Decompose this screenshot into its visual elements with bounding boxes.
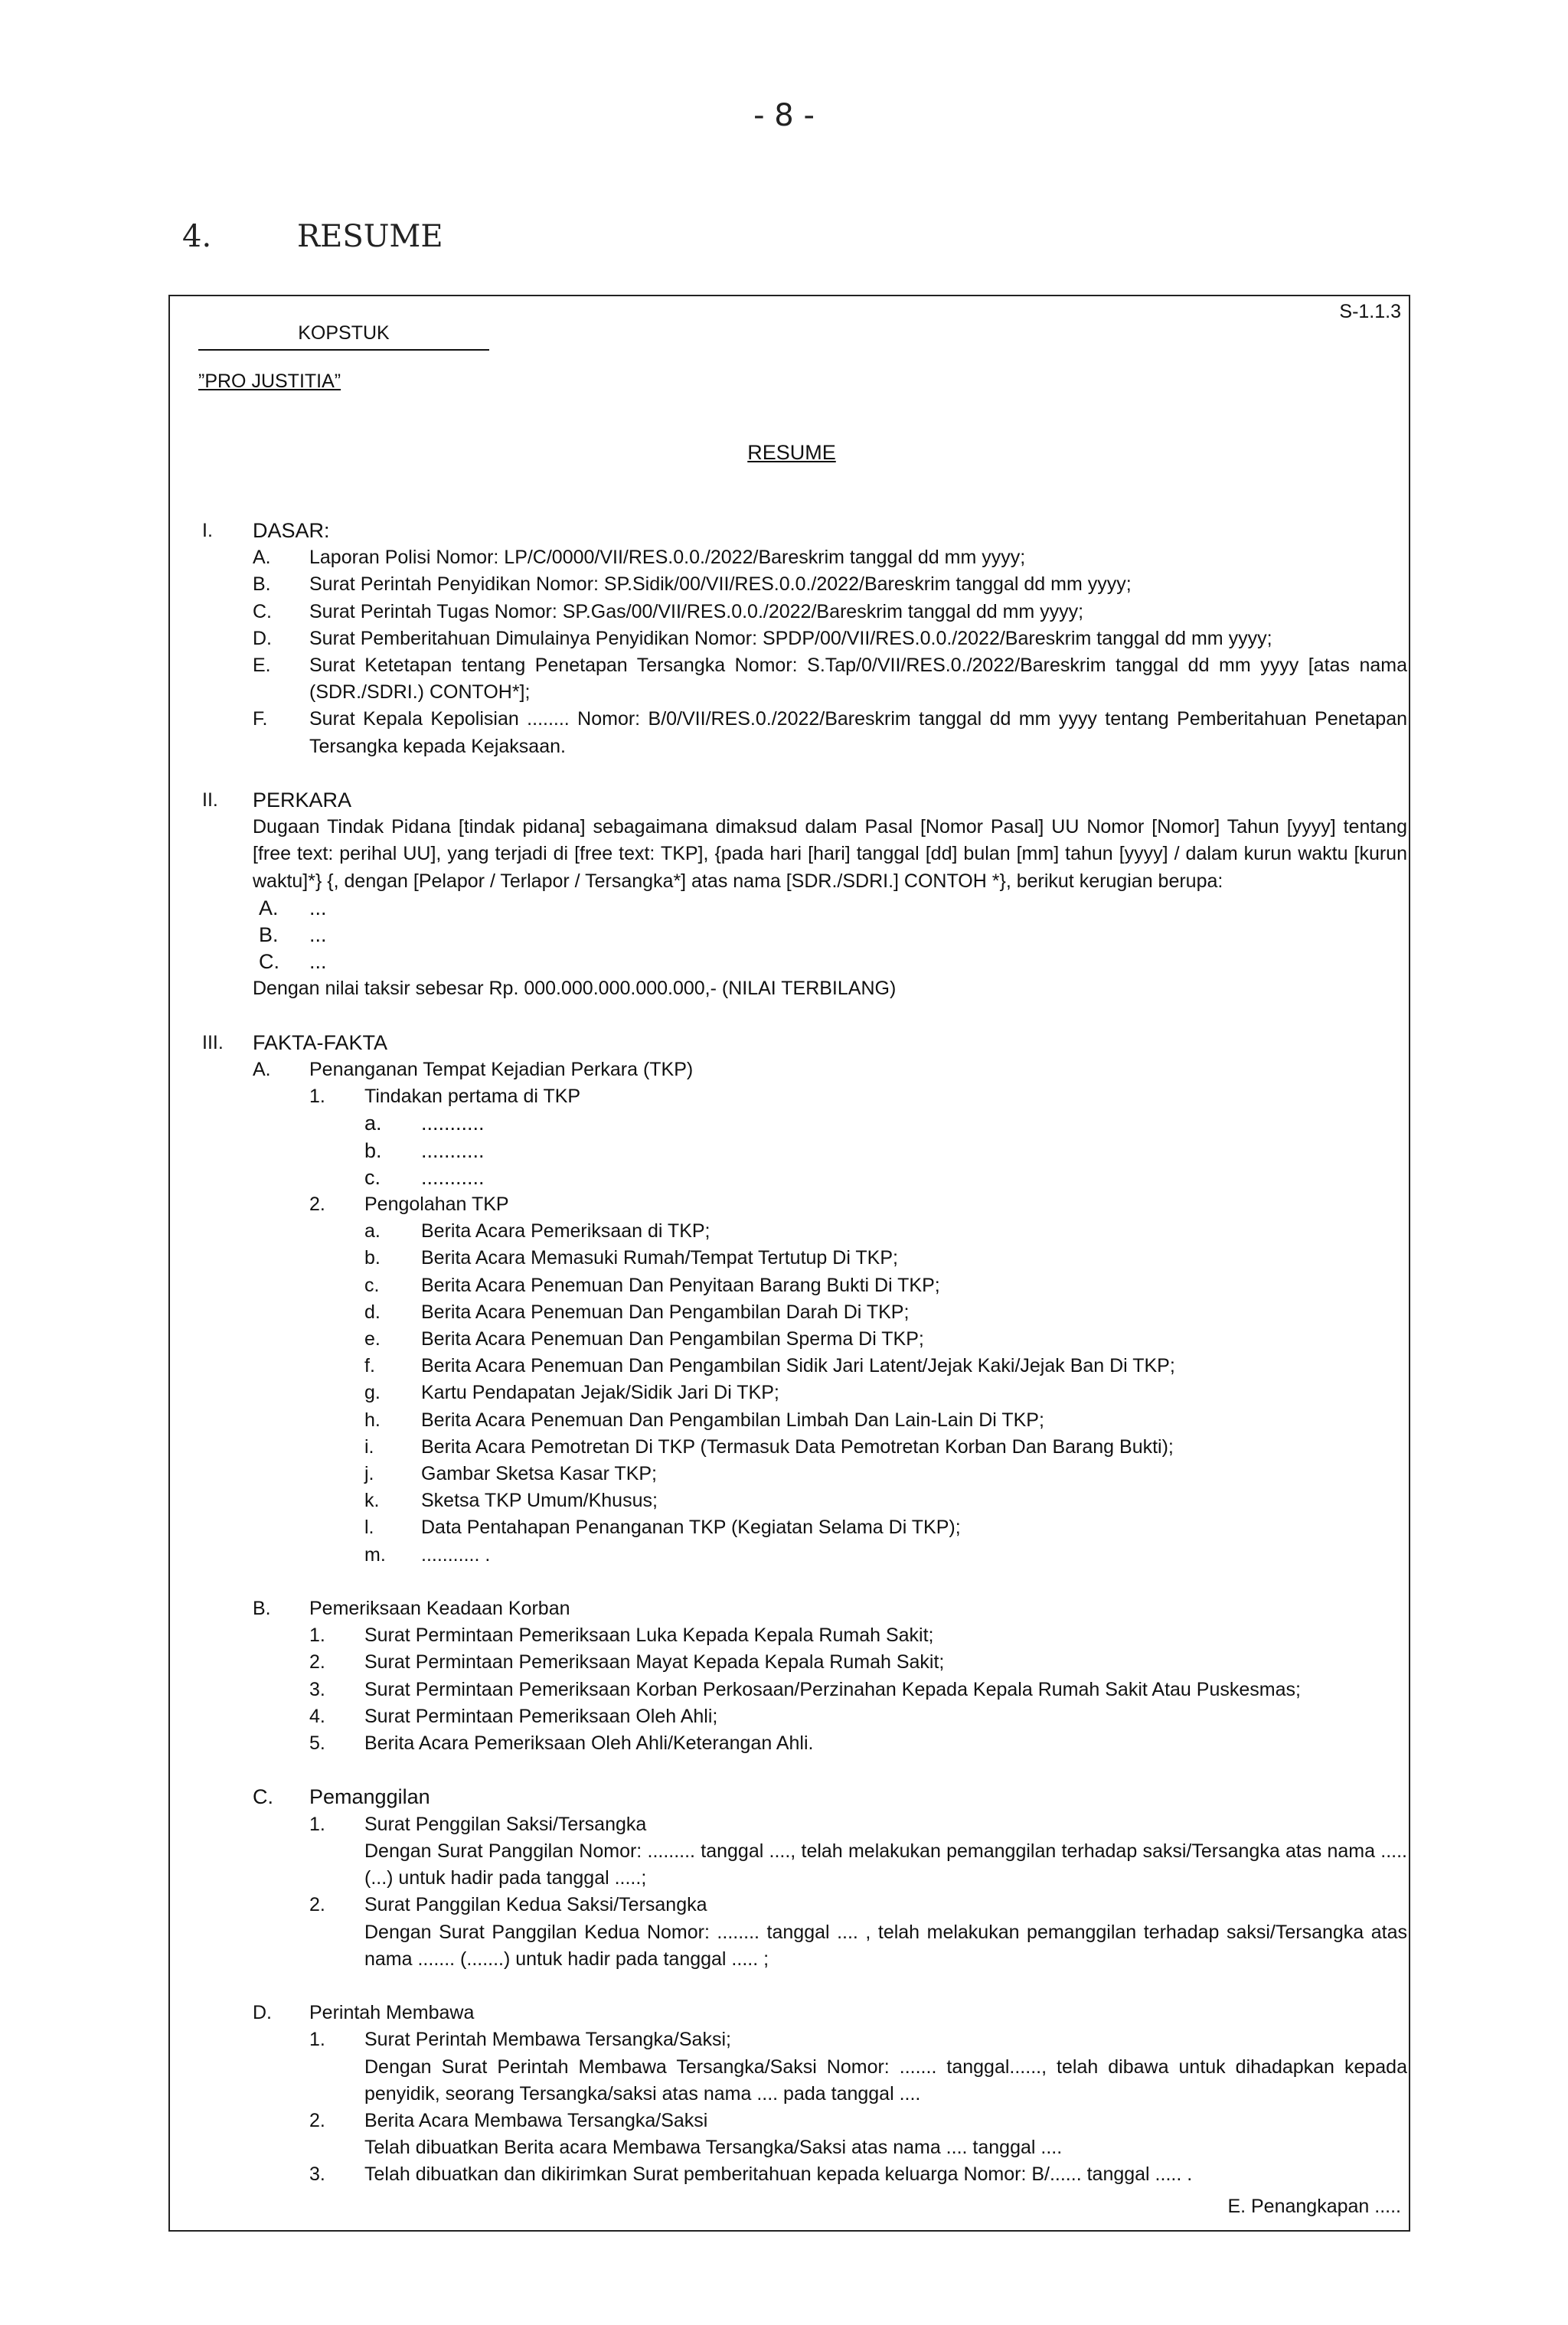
- kerugian-item: [202, 922, 1407, 949]
- item-title: Surat Panggilan Kedua Saksi/Tersangka: [364, 1894, 707, 1916]
- item-text: Berita Acara Memasuki Rumah/Tempat Tertutup Di TKP;: [421, 1247, 898, 1269]
- item-index: A.: [253, 547, 271, 569]
- dasar-item: [202, 599, 1407, 625]
- item-index: l.: [364, 1517, 374, 1539]
- item-index: c.: [364, 1165, 381, 1189]
- list-item: [202, 1622, 1407, 1649]
- list-item: [202, 1703, 1407, 1730]
- perkara-heading: [202, 787, 1407, 814]
- list-item: [202, 1272, 1407, 1299]
- list-item: [202, 1461, 1407, 1487]
- resume-body: [202, 518, 1407, 2189]
- item-text: ...: [309, 923, 327, 947]
- fakta-a-heading: [202, 1056, 1407, 1083]
- item-text: Telah dibuatkan dan dikirimkan Surat pemberitahuan kepada keluarga Nomor: B/...... tanggal ..... .: [364, 2163, 1193, 2186]
- list-item: [202, 1407, 1407, 1434]
- item-index: F.: [253, 708, 268, 730]
- item-text: Kartu Pendapatan Jejak/Sidik Jari Di TKP;: [421, 1382, 779, 1404]
- list-item: [202, 1677, 1407, 1703]
- item-text: Berita Acara Pemotretan Di TKP (Termasuk Data Pemotretan Korban Dan Barang Bukti);: [421, 1435, 1174, 1458]
- item-text: Dengan Surat Perintah Membawa Tersangka/Saksi Nomor: ....... tanggal......, telah dibawa untuk dihadapkan kepada penyidik, seorang Tersangka/saksi atas nama .... pada tanggal ....: [364, 2056, 1407, 2105]
- list-item: [202, 2108, 1407, 2134]
- fakta-a2-heading: [202, 1191, 1407, 1218]
- item-index: 1.: [309, 1086, 325, 1108]
- dasar-label: DASAR:: [253, 519, 330, 542]
- item-text: Surat Ketetapan tentang Penetapan Tersangka Nomor: S.Tap/0/VII/RES.0./2022/Bareskrim tanggal dd mm yyyy [atas nama (SDR./SDRI.) CONTOH*];: [309, 655, 1407, 704]
- item-text: Sketsa TKP Umum/Khusus;: [421, 1490, 658, 1512]
- item-text: ........... .: [421, 1543, 491, 1566]
- item-index: 2.: [309, 1894, 325, 1916]
- list-item: [202, 1649, 1407, 1676]
- item-index: m.: [364, 1543, 386, 1566]
- continuation-note: E. Penangkapan .....: [1227, 2196, 1401, 2217]
- section-number: 4.: [182, 219, 212, 254]
- item-index: 1.: [309, 2029, 325, 2051]
- pro-justitia-label: ”PRO JUSTITIA”: [198, 371, 341, 392]
- perkara-text: Dugaan Tindak Pidana [tindak pidana] sebagaimana dimaksud dalam Pasal [Nomor Pasal] UU Nomor [Nomor] Tahun [yyyy] tentang [free text: perihal UU], yang terjadi di [free text: TKP], {pada hari [hari] tanggal [dd] bulan [mm] tahun [yyyy] / dalam kurun waktu [kurun waktu]*} {, dengan [Pelapor / Terlapor / Tersangka*] atas nama [SDR./SDRI.] CONTOH *}, berikut kerugian berupa:: [253, 816, 1407, 892]
- page-number: - 8 -: [753, 98, 815, 133]
- item-text: Perintah Membawa: [309, 2002, 475, 2024]
- item-text: Dengan Surat Panggilan Nomor: ......... tanggal ...., telah melakukan pemanggilan terhadap saksi/Tersangka atas nama ..... (...) untuk hadir pada tanggal .....;: [364, 1840, 1407, 1889]
- list-item: [202, 2161, 1407, 2188]
- fakta-label: FAKTA-FAKTA: [253, 1030, 388, 1054]
- item-index: B.: [253, 1598, 271, 1620]
- item-index: 2.: [309, 2109, 325, 2131]
- item-index: 5.: [309, 1732, 325, 1755]
- section-heading: [182, 219, 443, 254]
- perkara-paragraph: [202, 814, 1407, 895]
- list-item: [202, 1110, 1407, 1137]
- nilai-taksir: [202, 975, 1407, 1002]
- nilai-text: Dengan nilai taksir sebesar Rp. 000.000.000.000.000,- (NILAI TERBILANG): [253, 978, 897, 1000]
- item-text: ...: [309, 896, 327, 919]
- item-text: Berita Acara Penemuan Dan Pengambilan Sidik Jari Latent/Jejak Kaki/Jejak Ban Di TKP;: [421, 1355, 1175, 1377]
- item-text: ...........: [421, 1165, 485, 1189]
- item-title: Surat Perintah Membawa Tersangka/Saksi;: [364, 2029, 731, 2051]
- item-index: g.: [364, 1382, 381, 1404]
- dasar-heading: [202, 518, 1407, 544]
- item-index: A.: [259, 896, 279, 919]
- section-title: RESUME: [297, 219, 443, 254]
- item-text: ...........: [421, 1112, 485, 1135]
- kerugian-item: [202, 895, 1407, 922]
- item-index: e.: [364, 1328, 381, 1350]
- fakta-heading: [202, 1030, 1407, 1056]
- item-index: k.: [364, 1490, 380, 1512]
- item-text: Surat Pemberitahuan Dimulainya Penyidikan Nomor: SPDP/00/VII/RES.0.0./2022/Bareskrim tanggal dd mm yyyy;: [309, 627, 1272, 649]
- item-index: 1.: [309, 1813, 325, 1835]
- item-text: Surat Permintaan Pemeriksaan Oleh Ahli;: [364, 1705, 718, 1727]
- item-index: C.: [253, 600, 272, 622]
- item-index: A.: [253, 1059, 271, 1081]
- fakta-d-heading: [202, 2000, 1407, 2026]
- item-text: Berita Acara Pemeriksaan di TKP;: [421, 1220, 710, 1243]
- list-item: [202, 2026, 1407, 2053]
- item-index: 2.: [309, 1651, 325, 1674]
- item-text: ...: [309, 950, 327, 974]
- fakta-number: III.: [202, 1031, 224, 1053]
- item-text: Surat Permintaan Pemeriksaan Mayat Kepada Kepala Rumah Sakit;: [364, 1651, 945, 1674]
- item-text: Surat Permintaan Pemeriksaan Korban Perkosaan/Perzinahan Kepada Kepala Rumah Sakit Atau Puskesmas;: [364, 1678, 1301, 1700]
- item-index: h.: [364, 1409, 381, 1431]
- item-index: B.: [253, 573, 271, 596]
- item-index: 4.: [309, 1705, 325, 1727]
- item-index: B.: [259, 923, 279, 947]
- dasar-item: [202, 652, 1407, 706]
- fakta-b-heading: [202, 1595, 1407, 1622]
- list-item: [202, 1434, 1407, 1461]
- item-index: c.: [364, 1274, 380, 1296]
- item-text: Surat Perintah Penyidikan Nomor: SP.Sidik/00/VII/RES.0.0./2022/Bareskrim tanggal dd mm yyyy;: [309, 573, 1132, 596]
- item-index: a.: [364, 1112, 382, 1135]
- list-item-body: [202, 1919, 1407, 1973]
- item-index: D.: [253, 2002, 272, 2024]
- kopstuk-header: KOPSTUK: [198, 322, 489, 351]
- list-item: [202, 1380, 1407, 1406]
- item-text: Berita Acara Penemuan Dan Pengambilan Sperma Di TKP;: [421, 1328, 924, 1350]
- list-item: [202, 1892, 1407, 1918]
- perkara-number: II.: [202, 789, 218, 811]
- list-item-body: [202, 2054, 1407, 2108]
- item-text: Berita Acara Pemeriksaan Oleh Ahli/Keterangan Ahli.: [364, 1732, 814, 1755]
- item-text: Surat Kepala Kepolisian ........ Nomor: B/0/VII/RES.0./2022/Bareskrim tanggal dd mm yyyy tentang Pemberitahuan Penetapan Tersangka kepada Kejaksaan.: [309, 708, 1407, 757]
- item-text: Telah dibuatkan Berita acara Membawa Tersangka/Saksi atas nama .... tanggal ....: [364, 2137, 1063, 2159]
- item-text: Dengan Surat Panggilan Kedua Nomor: ........ tanggal .... , telah melakukan pemanggilan terhadap saksi/Tersangka atas nama ....... (.......) untuk hadir pada tanggal ..... ;: [364, 1921, 1407, 1970]
- kerugian-item: [202, 949, 1407, 975]
- item-index: E.: [253, 655, 271, 677]
- item-index: j.: [364, 1463, 374, 1485]
- item-text: Pemeriksaan Keadaan Korban: [309, 1598, 570, 1620]
- list-item: [202, 1245, 1407, 1272]
- list-item-body: [202, 1838, 1407, 1892]
- item-index: 1.: [309, 1625, 325, 1647]
- item-index: a.: [364, 1220, 381, 1243]
- list-item: [202, 1326, 1407, 1353]
- list-item: [202, 1514, 1407, 1541]
- item-index: 2.: [309, 1194, 325, 1216]
- list-item: [202, 1299, 1407, 1326]
- perkara-label: PERKARA: [253, 789, 352, 812]
- item-index: b.: [364, 1247, 381, 1269]
- list-item: [202, 1811, 1407, 1838]
- list-item: [202, 1353, 1407, 1380]
- item-text: Berita Acara Penemuan Dan Pengambilan Limbah Dan Lain-Lain Di TKP;: [421, 1409, 1044, 1431]
- fakta-a1-heading: [202, 1083, 1407, 1110]
- item-index: D.: [253, 627, 272, 649]
- item-index: b.: [364, 1138, 382, 1162]
- list-item: [202, 1138, 1407, 1164]
- item-title: Surat Penggilan Saksi/Tersangka: [364, 1813, 647, 1835]
- dasar-item: [202, 706, 1407, 759]
- document-title: RESUME: [747, 441, 836, 464]
- list-item: [202, 1218, 1407, 1245]
- item-text: ...........: [421, 1138, 485, 1162]
- list-item: [202, 1164, 1407, 1191]
- item-index: i.: [364, 1435, 374, 1458]
- item-text: Tindakan pertama di TKP: [364, 1086, 581, 1108]
- item-text: Laporan Polisi Nomor: LP/C/0000/VII/RES.0.0./2022/Bareskrim tanggal dd mm yyyy;: [309, 547, 1026, 569]
- item-text: Berita Acara Penemuan Dan Pengambilan Darah Di TKP;: [421, 1301, 910, 1323]
- form-code: S-1.1.3: [1339, 301, 1401, 322]
- item-text: Gambar Sketsa Kasar TKP;: [421, 1463, 657, 1485]
- dasar-item: [202, 625, 1407, 652]
- item-text: Berita Acara Penemuan Dan Penyitaan Barang Bukti Di TKP;: [421, 1274, 940, 1296]
- item-index: C.: [253, 1785, 273, 1809]
- list-item: [202, 1487, 1407, 1514]
- item-index: f.: [364, 1355, 375, 1377]
- item-index: C.: [259, 950, 279, 974]
- dasar-item: [202, 544, 1407, 571]
- list-item: [202, 1542, 1407, 1569]
- item-index: d.: [364, 1301, 381, 1323]
- list-item-body: [202, 2134, 1407, 2161]
- item-index: 3.: [309, 1678, 325, 1700]
- item-index: 3.: [309, 2163, 325, 2186]
- item-title: Berita Acara Membawa Tersangka/Saksi: [364, 2109, 708, 2131]
- dasar-number: I.: [202, 520, 213, 541]
- item-text: Pengolahan TKP: [364, 1194, 509, 1216]
- item-text: Data Pentahapan Penanganan TKP (Kegiatan Selama Di TKP);: [421, 1517, 961, 1539]
- list-item: [202, 1730, 1407, 1757]
- item-text: Penanganan Tempat Kejadian Perkara (TKP): [309, 1059, 694, 1081]
- item-text: Surat Perintah Tugas Nomor: SP.Gas/00/VII/RES.0.0./2022/Bareskrim tanggal dd mm yyyy;: [309, 600, 1084, 622]
- dasar-item: [202, 571, 1407, 598]
- item-text: Surat Permintaan Pemeriksaan Luka Kepada Kepala Rumah Sakit;: [364, 1625, 934, 1647]
- item-text: Pemanggilan: [309, 1785, 430, 1809]
- fakta-c-heading: [202, 1784, 1407, 1811]
